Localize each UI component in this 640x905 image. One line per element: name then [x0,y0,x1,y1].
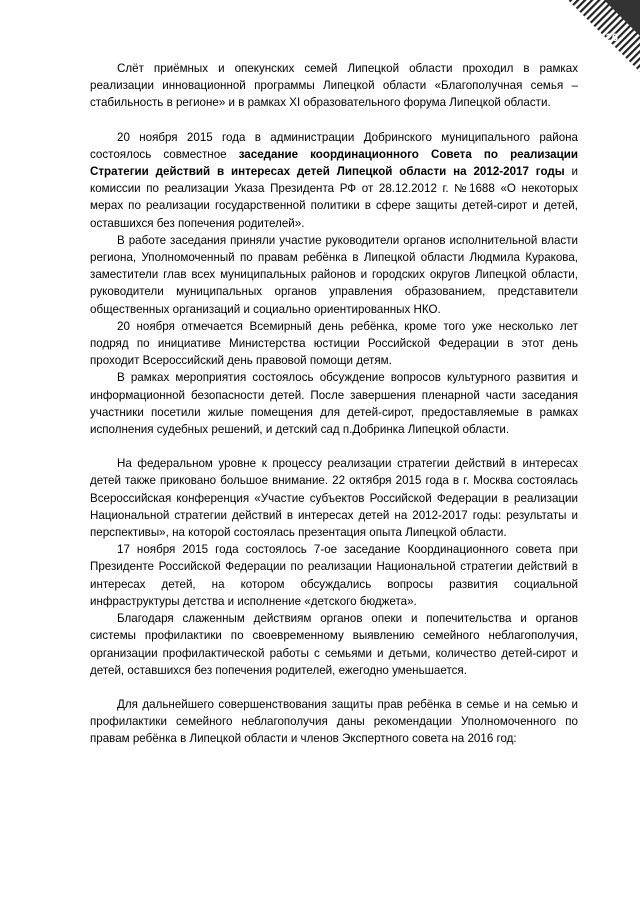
paragraph-council-meeting-rest: и комиссии по реализации Указа Президента РФ от 28.12.2012 г. №1688 «О некоторых мерах по реализации государственной политики в сфере защиты детей-сирот и детей, оставшихся без попечения родителей». [90,165,578,230]
paragraph-gap [90,438,578,455]
paragraph-children-day: 20 ноября отмечается Всемирный день ребёнка, кроме того уже несколько лет подряд по инициативе Министерства юстиции Российской Федерации в этот день проходит Всероссийский день правовой помощи детям. [90,319,578,368]
paragraph-council-meeting-intro: 20 ноября 2015 года в администрации Добринского муниципального района состоялось совместное [90,130,578,161]
paragraph-federal-level: На федеральном уровне к процессу реализации стратегии действий в интересах детей также приковано большое внимание. 22 октября 2015 года в г. Москва состоялась Всероссийская конференция «Участие субъектов Российской Федерации в реализации Национальной стратегии действий в интересах детей на 2012-2017 годы: результаты и перспективы», на которой состоялась презентация опыта Липецкой области. [90,457,578,540]
paragraph-participants: В работе заседания приняли участие руководители органов исполнительной власти региона, Уполномоченный по правам ребёнка в Липецкой области Людмила Куракова, заместители глав всех муниципальных районов и городских округов Липецкой области, руководители муниципальных органов управления образованием, представители общественных организаций и социально ориентированных НКО. [90,233,578,316]
paragraph-gap [90,112,578,129]
paragraph-recommendations: Для дальнейшего совершенствования защиты прав ребёнка в семье и на семью и профилактики семейного неблагополучия даны рекомендации Уполномоченного по правам ребёнка в Липецкой области и членов Экспертного совета на 2016 год: [90,697,578,746]
paragraph-guardianship: Благодаря слаженным действиям органов опеки и попечительства и органов системы профилактики по своевременному выявлению семейного неблагополучия, организации профилактической работы с семьями и детьми, количество детей-сирот и детей, оставшихся без попечения родителей, ежегодно уменьшается. [90,612,578,677]
paragraph-discussion: В рамках мероприятия состоялось обсуждение вопросов культурного развития и информационной безопасности детей. После завершения пленарной части заседания участники посетили жилые помещения для детей-сирот, предоставляемые в рамках исполнения судебных решений, и детский сад п.Добринка Липецкой области. [90,371,578,437]
paragraph-council-meeting-bold: заседание координационного Совета по реализации Стратегии действий в интересах детей Липецкой области на 2012-2017 годы [90,147,578,179]
paragraph-council-meeting [90,129,578,232]
document-body [90,60,578,748]
page-number: 26 [605,32,618,44]
paragraph-gap [90,679,578,696]
paragraph-coordination-council: 17 ноября 2015 года состоялось 7-ое заседание Координационного совета при Президенте Российской Федерации по реализации Национальной стратегии действий в интересах детей, на котором обсуждались вопросы развития социальной инфраструктуры детства и исполнение «детского бюджета». [90,543,578,608]
paragraph-family-rally: Слёт приёмных и опекунских семей Липецкой области проходил в рамках реализации инновационной программы Липецкой области «Благополучная семья – стабильность в регионе» и в рамках XI образовательного форума Липецкой области. [90,62,578,110]
